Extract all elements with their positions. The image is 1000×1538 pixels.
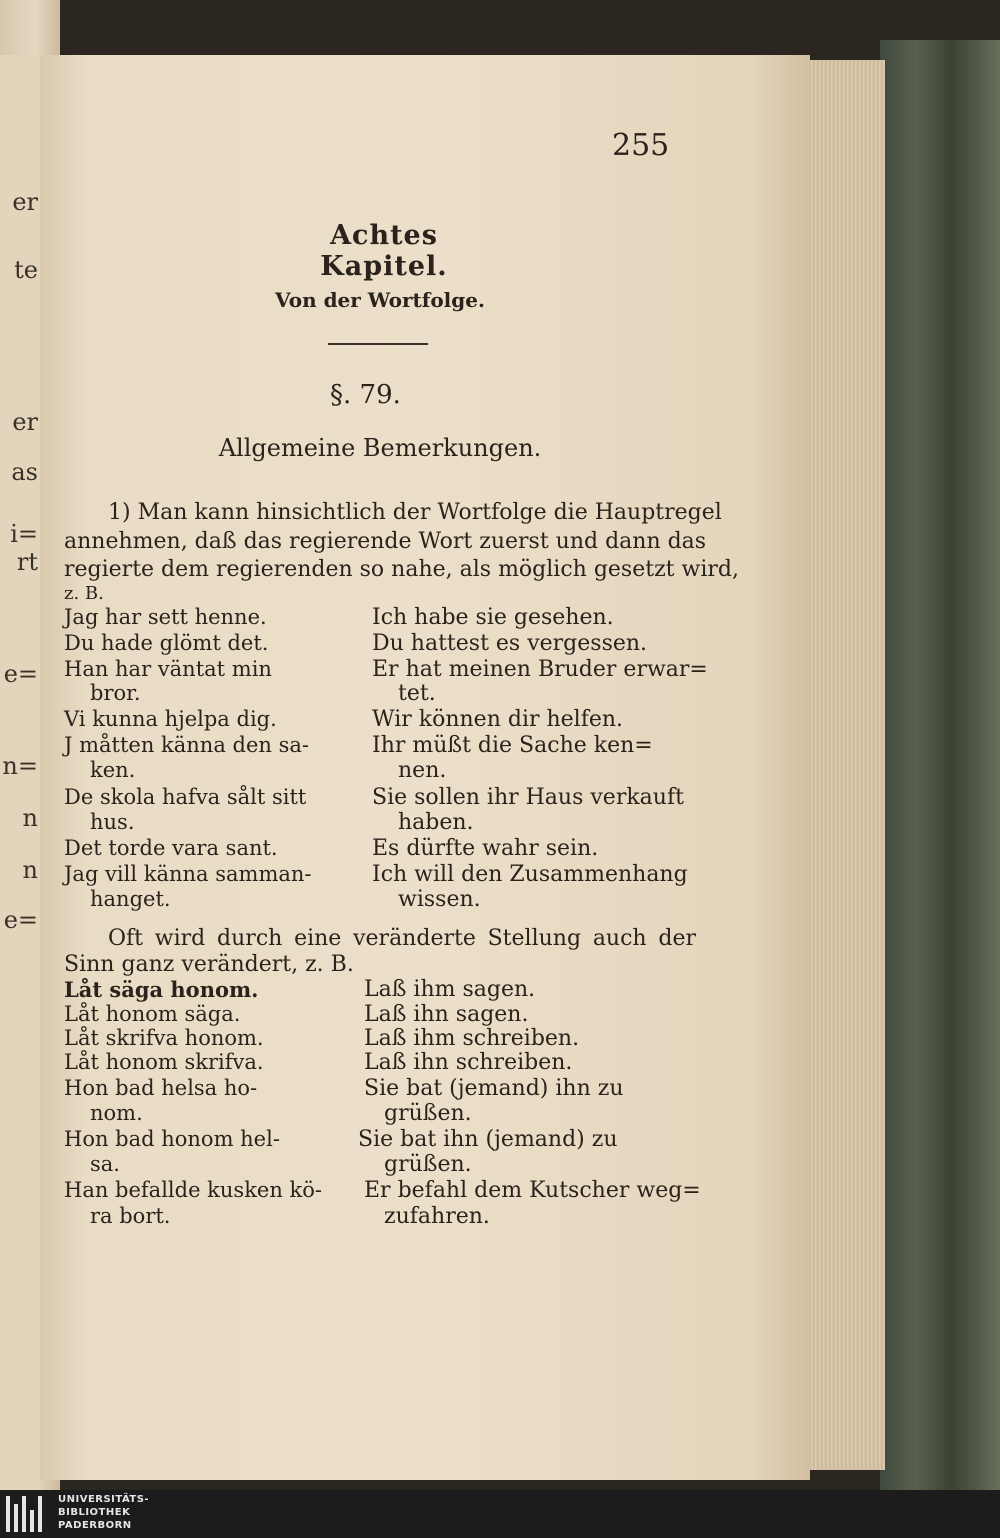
german-translation: Du hattest es vergessen. [372,631,648,656]
bleed-text: rt [16,548,38,576]
swedish-example: Du hade glömt det. [64,631,269,655]
library-name-line: PADERBORN [58,1520,132,1531]
divider-rule [328,343,428,345]
swedish-example: Låt säga honom. [64,977,259,1002]
paragraph-line: z. B. [64,583,104,604]
german-translation: Er befahl dem Kutscher weg= [364,1178,701,1203]
bleed-text: n [22,856,38,884]
german-translation: Er hat meinen Bruder erwar= [372,657,708,682]
german-translation: Sie bat (jemand) ihn zu [364,1076,624,1101]
section-mark: §. 79. [330,380,401,410]
bleed-text: n= [2,752,38,780]
swedish-example: Vi kunna hjelpa dig. [64,707,277,731]
section-heading: Allgemeine Bemerkungen. [218,434,542,462]
german-translation: Laß ihn sagen. [364,1002,529,1027]
german-translation: Laß ihm sagen. [364,977,536,1002]
german-translation: Laß ihm schreiben. [364,1026,580,1051]
german-translation: Es dürfte wahr sein. [372,836,599,861]
paragraph-line: Sinn ganz verändert, z. B. [64,952,354,977]
library-name [58,1493,149,1532]
swedish-example: Låt honom säga. [64,1002,241,1026]
library-footer [0,1490,1000,1538]
swedish-example: hus. [90,810,135,834]
bleed-text: n [22,804,38,832]
german-translation: Ich habe sie gesehen. [372,605,614,630]
swedish-example: ra bort. [90,1204,171,1228]
library-logo-icon [6,1496,46,1532]
german-translation: Sie bat ihn (jemand) zu [358,1127,618,1152]
bleed-text: as [11,458,38,486]
swedish-example: Det torde vara sant. [64,836,278,860]
library-name-line: UNIVERSITÄTS- [58,1494,150,1505]
swedish-example: Låt skrifva honom. [64,1026,264,1050]
bleed-text: e= [3,660,38,688]
bleed-text: er [12,188,38,216]
bleed-text: e= [3,906,38,934]
bleed-text: te [14,256,38,284]
swedish-example: Hon bad helsa ho- [64,1076,258,1100]
german-translation: Ich will den Zusammenhang [372,862,688,887]
german-translation: nen. [398,758,447,783]
swedish-example: Han har väntat min [64,657,272,681]
swedish-example: J måtten känna den sa- [64,733,309,757]
library-name-line: BIBLIOTHEK [58,1507,131,1518]
german-translation: zufahren. [384,1204,490,1229]
swedish-example: Jag vill känna samman- [64,862,312,886]
chapter-title: Achtes Kapitel. [320,220,448,282]
german-translation: wissen. [398,887,481,912]
paragraph-line: regierte dem regierenden so nahe, als möglich gesetzt wird, [64,557,739,582]
swedish-example: Han befallde kusken kö- [64,1178,323,1202]
paragraph-line: annehmen, daß das regierende Wort zuerst und dann das [64,529,707,554]
swedish-example: ken. [90,758,136,782]
german-translation: Wir können dir helfen. [372,707,624,732]
german-translation: Laß ihn schreiben. [364,1050,573,1075]
german-translation: grüßen. [384,1152,472,1177]
swedish-example: Hon bad honom hel- [64,1127,280,1151]
german-translation: Sie sollen ihr Haus verkauft [372,785,684,810]
german-translation: grüßen. [384,1101,472,1126]
german-translation: Ihr müßt die Sache ken= [372,733,653,758]
swedish-example: De skola hafva sålt sitt [64,785,307,809]
page-number: 255 [612,128,670,163]
chapter-subtitle: Von der Wortfolge. [275,288,485,312]
paragraph-line: 1) Man kann hinsichtlich der Wortfolge die Hauptregel [108,500,722,525]
swedish-example: nom. [90,1101,143,1125]
swedish-example: bror. [90,681,141,705]
swedish-example: hanget. [90,887,171,911]
bleed-text: i= [10,520,38,548]
swedish-example: Låt honom skrifva. [64,1050,264,1074]
german-translation: tet. [398,681,436,706]
swedish-example: Jag har sett henne. [64,605,267,629]
paragraph-line: Oft wird durch eine veränderte Stellung auch der [108,926,696,951]
swedish-example: sa. [90,1152,120,1176]
german-translation: haben. [398,810,474,835]
bleed-text: er [12,408,38,436]
